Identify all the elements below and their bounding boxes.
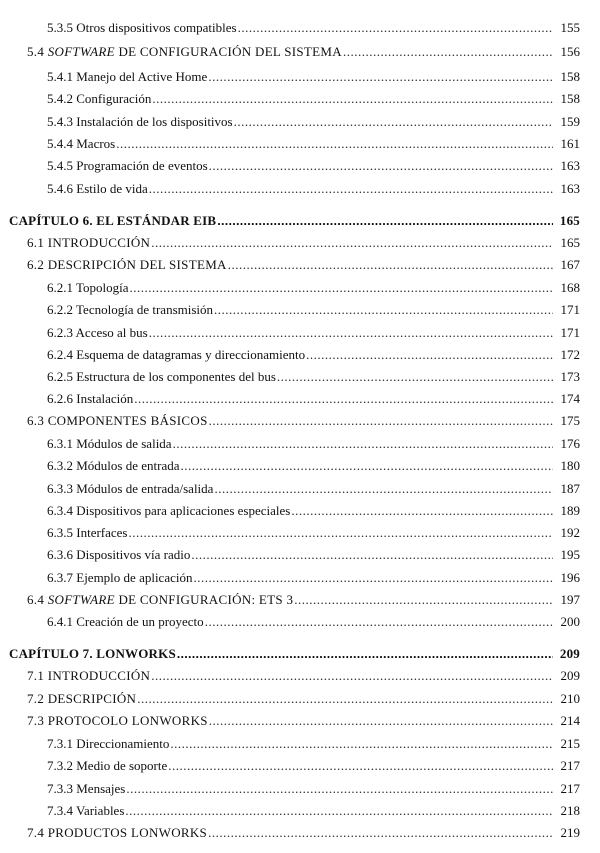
toc-entry bbox=[27, 592, 580, 608]
toc-entry-title: 6.1 INTRODUCCIÓN bbox=[27, 235, 151, 250]
dot-leader bbox=[209, 158, 553, 174]
toc-entry bbox=[47, 136, 580, 152]
toc-entry bbox=[47, 436, 580, 452]
dot-leader bbox=[291, 503, 553, 519]
toc-entry-title: 6.3.3 Módulos de entrada/salida bbox=[47, 481, 214, 496]
toc-entry-title: 6.2.1 Topología bbox=[47, 280, 129, 295]
dot-leader bbox=[130, 280, 553, 296]
toc-entry-title: 5.4.2 Configuración bbox=[47, 91, 152, 106]
dot-leader bbox=[208, 69, 553, 85]
toc-entry-title: 5.4.6 Estilo de vida bbox=[47, 181, 148, 196]
toc-entry-title: 6.3.2 Módulos de entrada bbox=[47, 458, 180, 473]
toc-entry bbox=[47, 570, 580, 586]
toc-entry-title: 7.3 PROTOCOLO LONWORKS bbox=[27, 713, 208, 728]
toc-page-number: 200 bbox=[560, 614, 580, 629]
toc-page-number: 215 bbox=[560, 736, 580, 751]
toc-page-number: 209 bbox=[560, 668, 580, 683]
toc-page-number: 165 bbox=[560, 235, 580, 250]
dot-leader bbox=[217, 213, 553, 229]
toc-entry-title: 7.3.3 Mensajes bbox=[47, 781, 126, 796]
dot-leader bbox=[277, 369, 553, 385]
toc-page-number: 163 bbox=[560, 181, 580, 196]
toc-page-number: 187 bbox=[560, 481, 580, 496]
toc-entry-title: 7.2 DESCRIPCIÓN bbox=[27, 691, 137, 706]
toc-entry-title: 6.2 DESCRIPCIÓN DEL SISTEMA bbox=[27, 257, 227, 272]
toc-page-number: 189 bbox=[560, 503, 580, 518]
toc-page-number: 159 bbox=[560, 114, 580, 129]
toc-page-number: 158 bbox=[560, 91, 580, 106]
toc-entry-title: 5.4.3 Instalación de los dispositivos bbox=[47, 114, 233, 129]
toc-page-number: 209 bbox=[559, 646, 580, 661]
toc-entry bbox=[47, 302, 580, 318]
toc-entry bbox=[47, 347, 580, 363]
toc-entry bbox=[47, 503, 580, 519]
toc-entry-number: 5.4 bbox=[27, 44, 48, 59]
dot-leader bbox=[151, 235, 553, 251]
dot-leader bbox=[228, 257, 553, 273]
dot-leader bbox=[137, 691, 553, 707]
dot-leader bbox=[294, 592, 553, 608]
dot-leader bbox=[208, 825, 553, 841]
toc-entry-title-rest: DE CONFIGURACIÓN: ETS 3 bbox=[114, 592, 294, 607]
toc-entry-title: 6.3.5 Interfaces bbox=[47, 525, 128, 540]
toc-entry-title: 6.2.6 Instalación bbox=[47, 391, 134, 406]
toc-page-number: 192 bbox=[560, 525, 580, 540]
toc-entry bbox=[47, 181, 580, 197]
dot-leader bbox=[168, 758, 553, 774]
toc-page-number: 210 bbox=[560, 691, 580, 706]
toc-entry bbox=[47, 758, 580, 774]
toc-entry-title bbox=[27, 592, 293, 608]
toc-entry-title: 5.4.5 Programación de eventos bbox=[47, 158, 208, 173]
toc-entry-italic-word: SOFTWARE bbox=[47, 592, 115, 607]
toc-page-number: 173 bbox=[560, 369, 580, 384]
toc-page-number: 219 bbox=[560, 825, 580, 840]
toc-entry bbox=[47, 525, 580, 541]
toc-entry-title: 6.4.1 Creación de un proyecto bbox=[47, 614, 204, 629]
dot-leader bbox=[209, 413, 553, 429]
toc-entry bbox=[47, 280, 580, 296]
toc-page-number: 167 bbox=[560, 257, 580, 272]
toc-page-number: 217 bbox=[560, 758, 580, 773]
toc-page-number: 218 bbox=[560, 803, 580, 818]
dot-leader bbox=[234, 114, 553, 130]
toc-entry bbox=[27, 668, 580, 684]
toc-entry-title: 6.3.1 Módulos de salida bbox=[47, 436, 172, 451]
toc-entry-title: 5.3.5 Otros dispositivos compatibles bbox=[47, 20, 237, 35]
toc-page-number: 217 bbox=[560, 781, 580, 796]
dot-leader bbox=[191, 547, 553, 563]
dot-leader bbox=[152, 91, 553, 107]
dot-leader bbox=[173, 436, 553, 452]
toc-entry bbox=[47, 20, 580, 36]
toc-page-number: 172 bbox=[560, 347, 580, 362]
toc-page-number: 155 bbox=[560, 20, 580, 35]
toc-entry-title: 5.4.1 Manejo del Active Home bbox=[47, 69, 208, 84]
dot-leader bbox=[151, 668, 553, 684]
toc-entry bbox=[27, 825, 580, 841]
toc-entry-number: 6.4 bbox=[27, 592, 48, 607]
toc-entry-title: 7.1 INTRODUCCIÓN bbox=[27, 668, 151, 683]
toc-page-number: 197 bbox=[560, 592, 580, 607]
toc-entry-title: 6.3 COMPONENTES BÁSICOS bbox=[27, 413, 208, 428]
toc-page-number: 175 bbox=[560, 413, 580, 428]
toc-entry-title: 6.3.4 Dispositivos para aplicaciones especiales bbox=[47, 503, 291, 518]
toc-page-number: 180 bbox=[560, 458, 580, 473]
toc-chapter-entry bbox=[9, 646, 580, 662]
toc-entry-title: CAPÍTULO 6. EL ESTÁNDAR EIB bbox=[9, 213, 217, 228]
toc-entry bbox=[27, 413, 580, 429]
toc-entry bbox=[27, 235, 580, 251]
dot-leader bbox=[126, 781, 553, 797]
toc-page-number: 165 bbox=[559, 213, 580, 228]
toc-entry-title: CAPÍTULO 7. LONWORKS bbox=[9, 646, 176, 661]
toc-page-number: 214 bbox=[560, 713, 580, 728]
toc-page-number: 163 bbox=[560, 158, 580, 173]
dot-leader bbox=[181, 458, 553, 474]
toc-page-number: 196 bbox=[560, 570, 580, 585]
toc-entry-title: 6.2.3 Acceso al bus bbox=[47, 325, 148, 340]
toc-entry bbox=[27, 44, 580, 60]
toc-page-number: 176 bbox=[560, 436, 580, 451]
dot-leader bbox=[129, 525, 554, 541]
toc-entry bbox=[47, 458, 580, 474]
dot-leader bbox=[238, 20, 553, 36]
toc-page-number: 174 bbox=[560, 391, 580, 406]
toc-chapter-entry bbox=[9, 213, 580, 229]
toc-page-number: 161 bbox=[560, 136, 580, 151]
toc-entry bbox=[27, 713, 580, 729]
dot-leader bbox=[116, 136, 553, 152]
toc-entry bbox=[47, 781, 580, 797]
toc-entry-title: 7.3.2 Medio de soporte bbox=[47, 758, 168, 773]
dot-leader bbox=[343, 44, 553, 60]
dot-leader bbox=[214, 302, 553, 318]
toc-entry-title bbox=[27, 44, 342, 60]
toc-entry-title-rest: DE CONFIGURACIÓN DEL SISTEMA bbox=[114, 44, 342, 59]
toc-page-number: 195 bbox=[560, 547, 580, 562]
dot-leader bbox=[306, 347, 553, 363]
toc-page-number: 171 bbox=[560, 325, 580, 340]
dot-leader bbox=[177, 646, 553, 662]
toc-entry-title: 7.4 PRODUCTOS LONWORKS bbox=[27, 825, 208, 840]
toc-page-number: 168 bbox=[560, 280, 580, 295]
toc-entry bbox=[47, 803, 580, 819]
dot-leader bbox=[149, 325, 553, 341]
toc-entry bbox=[47, 547, 580, 563]
dot-leader bbox=[134, 391, 553, 407]
toc-entry bbox=[47, 736, 580, 752]
dot-leader bbox=[149, 181, 553, 197]
toc-entry bbox=[47, 391, 580, 407]
dot-leader bbox=[205, 614, 553, 630]
toc-entry bbox=[47, 325, 580, 341]
toc-entry-title: 5.4.4 Macros bbox=[47, 136, 116, 151]
dot-leader bbox=[209, 713, 553, 729]
toc-entry-title: 6.2.4 Esquema de datagramas y direccionamiento bbox=[47, 347, 306, 362]
toc-page-number: 171 bbox=[560, 302, 580, 317]
toc-entry-italic-word: SOFTWARE bbox=[47, 44, 115, 59]
dot-leader bbox=[214, 481, 553, 497]
toc-entry bbox=[27, 691, 580, 707]
dot-leader bbox=[125, 803, 553, 819]
dot-leader bbox=[170, 736, 553, 752]
dot-leader bbox=[193, 570, 553, 586]
toc-entry bbox=[47, 481, 580, 497]
toc-entry bbox=[47, 114, 580, 130]
toc-entry-title: 6.2.5 Estructura de los componentes del bus bbox=[47, 369, 276, 384]
toc-entry-title: 7.3.4 Variables bbox=[47, 803, 125, 818]
toc-page-number: 158 bbox=[560, 69, 580, 84]
toc-page-number: 156 bbox=[560, 44, 580, 59]
toc-entry-title: 6.2.2 Tecnología de transmisión bbox=[47, 302, 214, 317]
toc-entry-title: 6.3.6 Dispositivos vía radio bbox=[47, 547, 191, 562]
toc-entry bbox=[47, 614, 580, 630]
toc-entry bbox=[47, 91, 580, 107]
toc-entry-title: 6.3.7 Ejemplo de aplicación bbox=[47, 570, 193, 585]
toc-entry-title: 7.3.1 Direccionamiento bbox=[47, 736, 170, 751]
toc-entry bbox=[47, 158, 580, 174]
toc-entry bbox=[47, 69, 580, 85]
toc-entry bbox=[47, 369, 580, 385]
toc-entry bbox=[27, 257, 580, 273]
